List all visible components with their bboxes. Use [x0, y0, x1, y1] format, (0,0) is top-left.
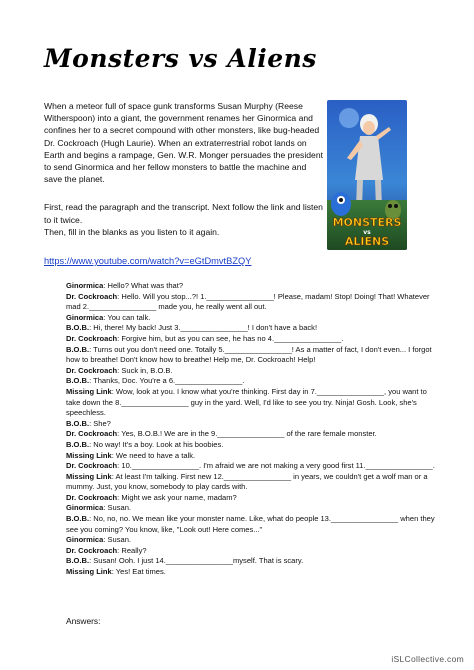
- transcript-line: [66, 567, 436, 578]
- transcript: [66, 281, 436, 578]
- speaker-name: B.O.B.: [66, 376, 90, 386]
- dialogue-text: : Might we ask your name, madam?: [117, 492, 237, 502]
- speaker-name: Missing Link: [66, 471, 112, 481]
- speaker-name: Missing Link: [66, 386, 112, 396]
- dialogue-text: : No way! It's a boy. Look at his boobies.: [89, 439, 224, 449]
- dialogue-text: : We need to have a talk.: [111, 450, 196, 460]
- dialogue-text: : Suck in, B.O.B.: [117, 365, 173, 375]
- speaker-name: Dr. Cockroach: [66, 545, 118, 555]
- poster-illustration: [327, 100, 407, 250]
- dialogue-text: : Really?: [117, 545, 147, 555]
- speaker-name: Dr. Cockroach: [66, 461, 118, 471]
- dialogue-text: : Yes, B.O.B.! We are in the 9.________________ of the rare female monster.: [117, 429, 377, 439]
- youtube-link[interactable]: https://www.youtube.com/watch?v=eGtDmvtBZQY: [44, 256, 252, 266]
- dialogue-text: : Susan! Ooh. I just 14.________________myself. That is scary.: [89, 556, 304, 566]
- page-title: Monsters vs Aliens: [44, 44, 317, 73]
- transcript-line: [66, 366, 436, 377]
- transcript-line: [66, 323, 436, 334]
- speaker-name: Missing Link: [66, 450, 112, 460]
- poster-logo-vs: vs: [363, 229, 371, 236]
- speaker-name: Ginormica: [66, 281, 104, 290]
- transcript-line: [66, 334, 436, 345]
- speaker-name: B.O.B.: [66, 418, 90, 428]
- transcript-line: [66, 493, 436, 504]
- speaker-name: Dr. Cockroach: [66, 492, 118, 502]
- speaker-name: B.O.B.: [66, 344, 90, 354]
- dialogue-text: : Susan.: [103, 535, 132, 545]
- transcript-line: [66, 514, 436, 535]
- speaker-name: Ginormica: [66, 535, 104, 545]
- speaker-name: Ginormica: [66, 503, 104, 513]
- transcript-line: [66, 376, 436, 387]
- transcript-line: [66, 387, 436, 419]
- transcript-line: [66, 313, 436, 324]
- poster-logo-monsters: MONSTERS: [332, 216, 402, 229]
- transcript-line: [66, 345, 436, 366]
- dialogue-text: : Thanks, Doc. You're a 6.________________.: [89, 376, 245, 386]
- dialogue-text: : Hello. Will you stop...?! 1.________________! Please, madam! Stop! Doing! That! Whatever mad 2.________________ made you, he really went all out.: [66, 291, 430, 312]
- dialogue-text: : Yes! Eat times.: [111, 567, 166, 577]
- instructions-line-2: Then, fill in the blanks as you listen to it again.: [44, 226, 220, 237]
- instructions-line-1: First, read the paragraph and the transcript. Next follow the link and listen to it twice.: [44, 202, 323, 225]
- transcript-line: [66, 429, 436, 440]
- footer-watermark: iSLCollective.com: [391, 654, 464, 664]
- dialogue-text: : She?: [89, 418, 111, 428]
- transcript-line: [66, 535, 436, 546]
- transcript-line: [66, 461, 436, 472]
- transcript-line: [66, 419, 436, 430]
- speaker-name: Dr. Cockroach: [66, 365, 118, 375]
- poster-logo-aliens: ALIENS: [344, 235, 390, 248]
- transcript-line: [66, 292, 436, 313]
- speaker-name: B.O.B.: [66, 514, 90, 524]
- dialogue-text: : Susan.: [103, 503, 132, 513]
- dialogue-text: : Forgive him, but as you can see, he has no 4.________________.: [117, 333, 344, 343]
- dialogue-text: : At least I'm talking. First new 12.________________ in years, we couldn't get a wolf man or a mummy. Just, you know, somebody to play cards with.: [66, 471, 428, 492]
- dialogue-text: : Wow, look at you. I know what you're thinking. First day in 7.________________, you want to take down the 8.________________ guy in the yard. Well, I'd like to see you try. Ninja! Gosh. Look, she's speechless.: [66, 386, 427, 418]
- dialogue-text: : No, no, no. We mean like your monster name. Like, what do people 13.________________ when they see you coming? You know, like, "Look out! Here comes...": [66, 514, 435, 534]
- intro-section: [44, 100, 326, 244]
- movie-poster-image: [327, 100, 407, 250]
- transcript-line: [66, 440, 436, 451]
- transcript-line: [66, 546, 436, 557]
- speaker-name: Missing Link: [66, 567, 112, 577]
- transcript-line: [66, 281, 436, 292]
- transcript-line: [66, 451, 436, 462]
- answers-label: Answers:: [66, 616, 101, 626]
- transcript-line: [66, 503, 436, 514]
- dialogue-text: : 10.________________. I'm afraid we are not making a very good first 11.________________.: [117, 461, 435, 471]
- dialogue-text: : You can talk.: [103, 312, 151, 322]
- speaker-name: Ginormica: [66, 312, 104, 322]
- speaker-name: Dr. Cockroach: [66, 333, 118, 343]
- speaker-name: Dr. Cockroach: [66, 291, 118, 301]
- speaker-name: B.O.B.: [66, 323, 90, 333]
- dialogue-text: : Turns out you don't need one. Totally 5.________________! As a matter of fact, I don't even... I forgot how to breathe! Don't know how to breathe! Help me, Dr. Cockroach! Help!: [66, 344, 432, 365]
- speaker-name: B.O.B.: [66, 439, 90, 449]
- dialogue-text: : Hello? What was that?: [103, 281, 184, 290]
- speaker-name: B.O.B.: [66, 556, 90, 566]
- dialogue-text: : Hi, there! My back! Just 3.________________! I don't have a back!: [89, 323, 318, 333]
- synopsis-paragraph: When a meteor full of space gunk transforms Susan Murphy (Reese Witherspoon) into a giant, the government renames her Ginormica and confines her to a secret compound with other monsters, like bug-headed Dr. Cockroach (Hugh Laurie). When an extraterrestrial robot lands on Earth and begins a rampage, Gen. W.R. Monger persuades the president to send Ginormica and her fellow monsters to battle the machine and save the planet.: [44, 101, 323, 185]
- transcript-line: [66, 472, 436, 493]
- speaker-name: Dr. Cockroach: [66, 429, 118, 439]
- transcript-line: [66, 556, 436, 567]
